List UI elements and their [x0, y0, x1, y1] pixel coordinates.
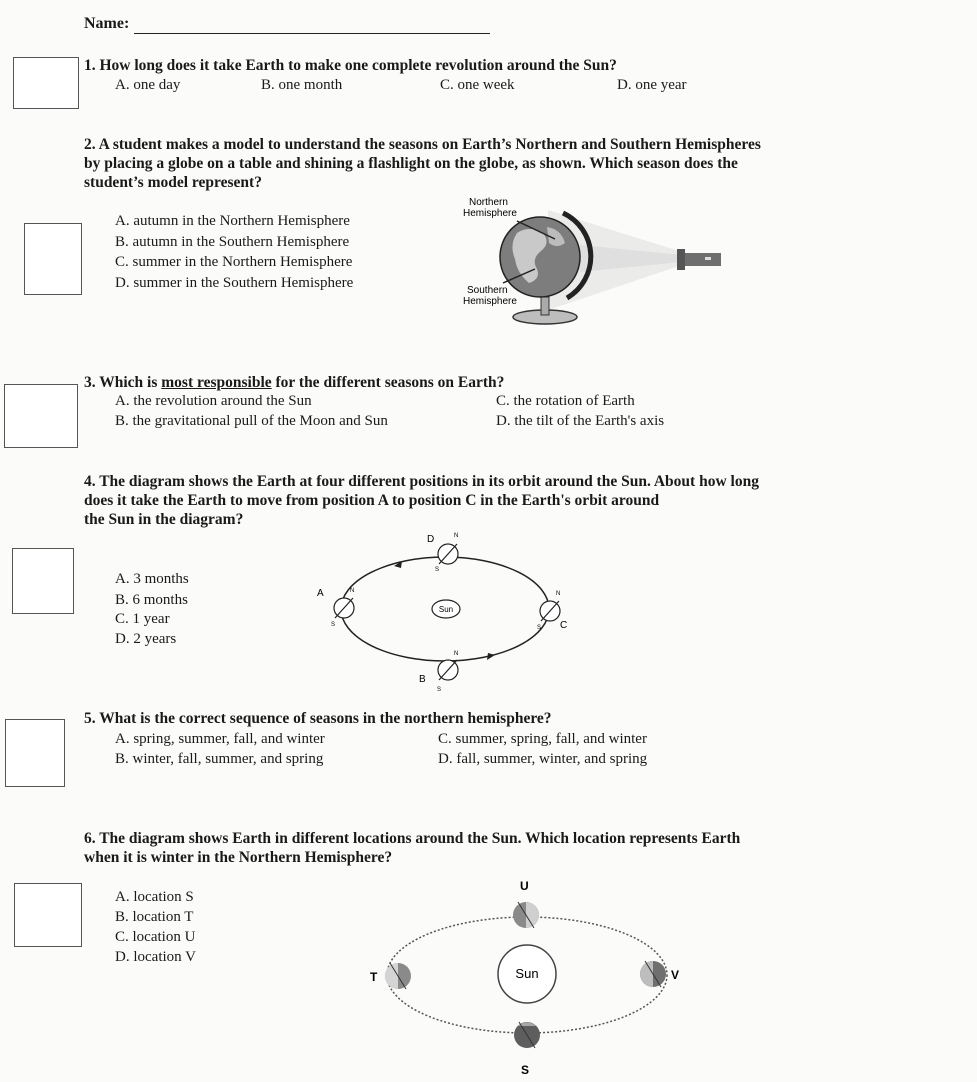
q1-option-d: D. one year — [617, 77, 687, 93]
q4-option-b: B. 6 months — [115, 592, 188, 608]
position-a-n: N — [350, 588, 355, 594]
globe-flashlight-diagram — [455, 193, 735, 333]
answer-box-6[interactable] — [14, 883, 82, 947]
position-d-s: S — [435, 567, 440, 573]
q3-option-d: D. the tilt of the Earth's axis — [496, 413, 665, 429]
position-a-label: A — [317, 588, 324, 599]
position-c-s: S — [537, 625, 542, 631]
position-b-n: N — [454, 651, 459, 657]
location-u-label: U — [520, 879, 529, 893]
answer-box-5[interactable] — [5, 719, 65, 787]
northern-label-2: Hemisphere — [463, 208, 517, 219]
orbit-arrow-2 — [487, 653, 495, 660]
southern-label-2: Hemisphere — [463, 296, 517, 307]
q3-option-c: C. the rotation of Earth — [496, 393, 635, 409]
northern-label-1: Northern — [469, 197, 508, 208]
earth-location-s — [514, 1022, 540, 1077]
earth-position-d — [427, 533, 458, 573]
question-3-emphasis: most responsible — [161, 374, 272, 391]
earth-position-c — [537, 591, 567, 631]
location-v-label: V — [671, 968, 680, 982]
question-3-text — [84, 373, 504, 392]
q2-option-c: C. summer in the Northern Hemisphere — [115, 254, 353, 270]
q3-option-a: A. the revolution around the Sun — [115, 393, 312, 409]
question-2-line-3: student’s model represent? — [84, 174, 262, 191]
flashlight-head — [677, 249, 685, 270]
position-c-label: C — [560, 620, 568, 631]
sun-label: Sun — [438, 605, 454, 614]
name-field[interactable] — [134, 14, 490, 34]
q4-option-a: A. 3 months — [115, 571, 189, 587]
q5-option-a: A. spring, summer, fall, and winter — [115, 731, 325, 747]
position-d-label: D — [427, 534, 435, 545]
earth-location-t — [370, 963, 411, 989]
earth-location-u — [513, 879, 539, 928]
earth-position-a — [317, 588, 354, 628]
question-2-line-1: 2. A student makes a model to understand the seasons on Earth’s Northern and Southern Hemispheres — [84, 136, 761, 153]
position-a-s: S — [331, 622, 336, 628]
answer-box-1[interactable] — [13, 57, 79, 109]
earth-position-b — [419, 651, 458, 693]
sun-label-large: Sun — [515, 966, 539, 981]
q6-option-a: A. location S — [115, 889, 194, 905]
q6-option-c: C. location U — [115, 929, 196, 945]
q2-option-a: A. autumn in the Northern Hemisphere — [115, 213, 350, 229]
q1-option-c: C. one week — [440, 77, 515, 93]
q1-option-a: A. one day — [115, 77, 181, 93]
question-4-line-1: 4. The diagram shows the Earth at four different positions in its orbit around the Sun. About how long — [84, 473, 759, 490]
flashlight-body — [683, 253, 721, 266]
q6-option-d: D. location V — [115, 949, 196, 965]
q2-option-d: D. summer in the Southern Hemisphere — [115, 275, 354, 291]
flashlight-switch — [705, 257, 711, 260]
position-d-n: N — [454, 533, 459, 539]
question-2-line-2: by placing a globe on a table and shining a flashlight on the globe, as shown. Which season does the — [84, 155, 738, 172]
answer-box-2[interactable] — [24, 223, 82, 295]
question-6-line-2: when it is winter in the Northern Hemisphere? — [84, 849, 393, 866]
q1-option-b: B. one month — [261, 77, 343, 93]
position-b-label: B — [419, 674, 426, 685]
orbit-diagram-abcd — [300, 525, 590, 695]
q6-option-b: B. location T — [115, 909, 194, 925]
question-4-line-2: does it take the Earth to move from position A to position C in the Earth's orbit around — [84, 492, 660, 509]
location-t-label: T — [370, 970, 378, 984]
question-5-text: 5. What is the correct sequence of seasons in the northern hemisphere? — [84, 710, 552, 727]
position-c-n: N — [556, 591, 561, 597]
location-s-label: S — [521, 1063, 530, 1077]
question-6-line-1: 6. The diagram shows Earth in different locations around the Sun. Which location represents Earth — [84, 830, 741, 847]
q4-option-d: D. 2 years — [115, 631, 177, 647]
name-label: Name: — [84, 15, 130, 32]
q2-option-b: B. autumn in the Southern Hemisphere — [115, 234, 350, 250]
q5-option-d: D. fall, summer, winter, and spring — [438, 751, 648, 767]
southern-label-1: Southern — [467, 285, 508, 296]
question-3-pre: 3. Which is — [84, 374, 162, 391]
globe-sphere — [500, 217, 580, 297]
position-b-s: S — [437, 687, 442, 693]
question-1-text: 1. How long does it take Earth to make one complete revolution around the Sun? — [84, 57, 617, 74]
answer-box-3[interactable] — [4, 384, 78, 448]
globe-stand — [541, 297, 549, 315]
answer-box-4[interactable] — [12, 548, 74, 614]
question-3-post: for the different seasons on Earth? — [271, 374, 505, 391]
q4-option-c: C. 1 year — [115, 611, 170, 627]
q5-option-c: C. summer, spring, fall, and winter — [438, 731, 647, 747]
q5-option-b: B. winter, fall, summer, and spring — [115, 751, 324, 767]
earth-location-v — [640, 961, 679, 987]
orbit-diagram-stuv — [350, 868, 700, 1080]
question-4-line-3: the Sun in the diagram? — [84, 511, 244, 528]
q3-option-b: B. the gravitational pull of the Moon and Sun — [115, 413, 388, 429]
